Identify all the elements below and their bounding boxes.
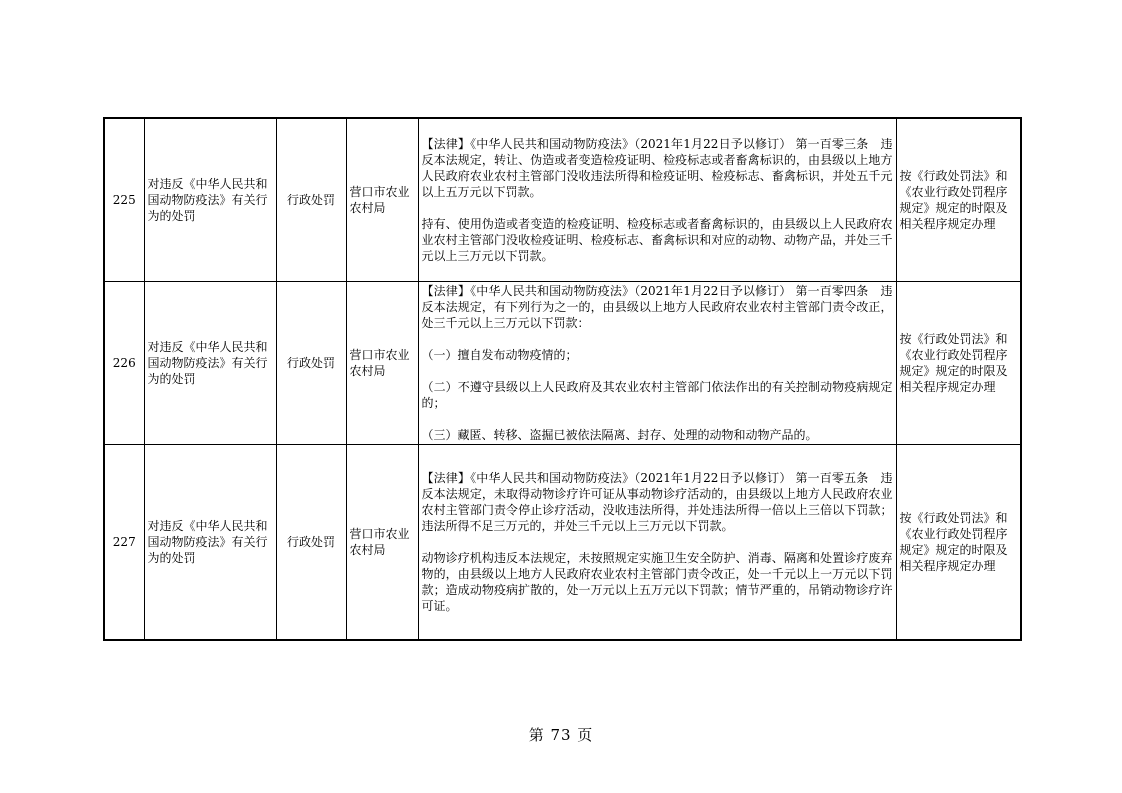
item-department: 营口市农业农村局 <box>346 281 418 444</box>
table-row <box>104 281 1021 444</box>
item-note: 按《行政处罚法》和《农业行政处罚程序规定》规定的时限及相关程序规定办理 <box>896 444 1021 640</box>
legal-basis-paragraph: （三）藏匿、转移、盗掘已被依法隔离、封存、处理的动物和动物产品的。 <box>421 427 818 442</box>
item-number: 227 <box>104 444 144 640</box>
punishment-table <box>103 117 1022 641</box>
item-type: 行政处罚 <box>276 444 346 640</box>
item-type: 行政处罚 <box>276 281 346 444</box>
legal-basis-paragraph: 【法律】《中华人民共和国动物防疫法》（2021年1月22日予以修订） 第一百零五条 违反本法规定，未取得动物诊疗许可证从事动物诊疗活动的，由县级以上地方人民政府农业农村主管部门责令停止诊疗活动，没收违法所得，并处违法所得一倍以上三倍以下罚款；违法所得不足三万元的，并处三千元以上三万元以下罚款。 <box>421 470 893 533</box>
table-row <box>104 118 1021 281</box>
item-note: 按《行政处罚法》和《农业行政处罚程序规定》规定的时限及相关程序规定办理 <box>896 281 1021 444</box>
item-number: 226 <box>104 281 144 444</box>
item-name: 对违反《中华人民共和国动物防疫法》有关行为的处罚 <box>144 444 276 640</box>
legal-basis-paragraph: （一）擅自发布动物疫情的； <box>421 347 578 362</box>
legal-basis-paragraph: 持有、使用伪造或者变造的检疫证明、检疫标志或者畜禽标识的，由县级以上人民政府农业农村主管部门没收检疫证明、检疫标志、畜禽标识和对应的动物、动物产品，并处三千元以上三万元以下罚款。 <box>421 216 893 263</box>
item-name: 对违反《中华人民共和国动物防疫法》有关行为的处罚 <box>144 281 276 444</box>
item-number: 225 <box>104 118 144 281</box>
item-note: 按《行政处罚法》和《农业行政处罚程序规定》规定的时限及相关程序规定办理 <box>896 118 1021 281</box>
item-legal-basis <box>418 118 896 281</box>
table-row <box>104 444 1021 640</box>
item-name: 对违反《中华人民共和国动物防疫法》有关行为的处罚 <box>144 118 276 281</box>
legal-basis-paragraph: 【法律】《中华人民共和国动物防疫法》（2021年1月22日予以修订） 第一百零四条 违反本法规定，有下列行为之一的，由县级以上地方人民政府农业农村主管部门责令改正，处三千元以上三万元以下罚款： <box>421 283 893 330</box>
item-legal-basis <box>418 281 896 444</box>
legal-basis-paragraph: 动物诊疗机构违反本法规定，未按照规定实施卫生安全防护、消毒、隔离和处置诊疗废弃物的，由县级以上地方人民政府农业农村主管部门责令改正，处一千元以上一万元以下罚款；造成动物疫病扩散的，处一万元以上五万元以下罚款；情节严重的，吊销动物诊疗许可证。 <box>421 550 893 613</box>
item-department: 营口市农业农村局 <box>346 118 418 281</box>
item-type: 行政处罚 <box>276 118 346 281</box>
item-legal-basis <box>418 444 896 640</box>
page-number: 第 73 页 <box>528 726 594 744</box>
legal-basis-paragraph: 【法律】《中华人民共和国动物防疫法》（2021年1月22日予以修订） 第一百零三条 违反本法规定，转让、伪造或者变造检疫证明、检疫标志或者畜禽标识的，由县级以上地方人民政府农业农村主管部门没收违法所得和检疫证明、检疫标志、畜禽标识，并处五千元以上五万元以下罚款。 <box>421 136 893 199</box>
item-department: 营口市农业农村局 <box>346 444 418 640</box>
legal-basis-paragraph: （二）不遵守县级以上人民政府及其农业农村主管部门依法作出的有关控制动物疫病规定的； <box>421 379 893 410</box>
